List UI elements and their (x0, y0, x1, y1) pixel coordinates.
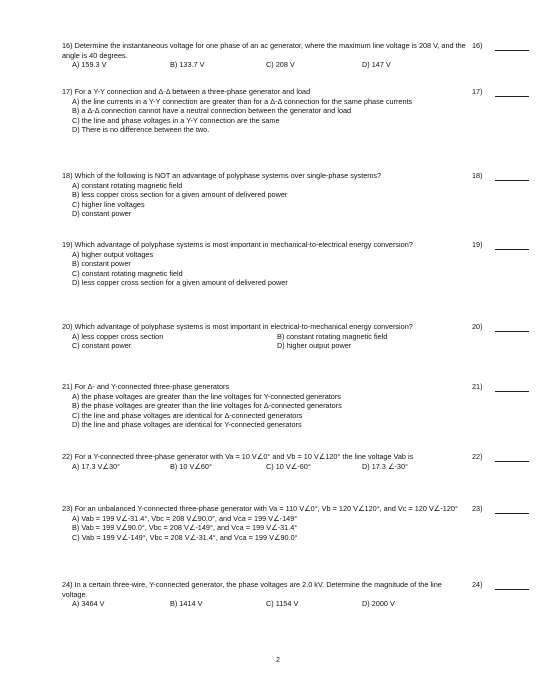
question-23 (62, 504, 467, 542)
option-b[interactable]: B) Vab = 199 V∠90.0°, Vbc = 208 V∠-149°, and Vca = 199 V∠-31.4° (72, 523, 298, 533)
question-20 (62, 322, 467, 351)
options (72, 599, 467, 609)
answer-number: 22) (472, 452, 483, 461)
answer-blank[interactable] (495, 171, 529, 181)
option-c[interactable]: C) 208 V (266, 60, 295, 70)
answer-23 (472, 504, 529, 514)
answer-blank[interactable] (495, 382, 529, 392)
options (72, 332, 467, 351)
question-stem: 20) Which advantage of polyphase systems is most important in electrical-to-mechanical energy conversion? (62, 322, 413, 331)
options (72, 462, 467, 472)
option-a[interactable]: A) less copper cross section (72, 331, 164, 341)
question-stem: 21) For Δ- and Y-connected three-phase generators (62, 382, 230, 391)
answer-blank[interactable] (495, 41, 529, 51)
answer-blank[interactable] (495, 322, 529, 332)
option-c[interactable]: C) the line and phase voltages in a Y-Y connection are the same (72, 115, 280, 125)
question-stem: 16) Determine the instantaneous voltage for one phase of an ac generator, where the maximum line voltage is 208 V, and the angle is 40 degrees. (62, 41, 466, 60)
answer-number: 17) (472, 87, 483, 96)
option-b[interactable]: B) 10 V∠60° (170, 461, 212, 471)
option-c[interactable]: C) the line and phase voltages are identical for Δ-connected generators (72, 410, 303, 420)
answer-number: 20) (472, 322, 483, 331)
question-18 (62, 171, 467, 219)
question-stem: 19) Which advantage of polyphase systems is most important in mechanical-to-electrical energy conversion? (62, 240, 413, 249)
answer-number: 16) (472, 41, 483, 50)
page-number: 2 (276, 657, 280, 664)
question-stem: 18) Which of the following is NOT an advantage of polyphase systems over single-phase systems? (62, 171, 382, 180)
option-d[interactable]: D) 2000 V (362, 599, 395, 609)
question-stem: 22) For a Y-connected three-phase generator with Va = 10 V∠0° and Vb = 10 V∠120° the line voltage Vab is (62, 452, 414, 461)
option-b[interactable]: B) less copper cross section for a given amount of delivered power (72, 190, 288, 200)
option-c[interactable]: C) 1154 V (266, 599, 299, 609)
option-d[interactable]: D) 147 V (362, 60, 391, 70)
question-21 (62, 382, 467, 430)
question-19 (62, 240, 467, 288)
option-c[interactable]: C) constant rotating magnetic field (72, 268, 183, 278)
options (72, 60, 467, 70)
answer-blank[interactable] (495, 452, 529, 462)
answer-22 (472, 452, 529, 462)
answer-blank[interactable] (495, 87, 529, 97)
question-stem: 17) For a Y-Y connection and Δ-Δ between a three-phase generator and load (62, 87, 311, 96)
question-stem: 24) In a certain three-wire, Y-connected generator, the phase voltages are 2.0 kV. Determine the magnitude of the line voltage. (62, 580, 442, 599)
option-d[interactable]: D) constant power (72, 209, 132, 219)
option-a[interactable]: A) constant rotating magnetic field (72, 180, 183, 190)
option-b[interactable]: B) constant power (72, 259, 131, 269)
answer-number: 24) (472, 580, 483, 589)
option-a[interactable]: A) Vab = 199 V∠-31.4°, Vbc = 208 V∠90.0°, and Vca = 199 V∠-149° (72, 513, 298, 523)
option-a[interactable]: A) 17.3 V∠30° (72, 461, 120, 471)
question-17 (62, 87, 467, 135)
option-a[interactable]: A) the line currents in a Y-Y connection are greater than for a Δ-Δ connection for the same phase currents (72, 96, 413, 106)
option-a[interactable]: A) 3464 V (72, 599, 105, 609)
option-d[interactable]: D) less copper cross section for a given amount of delivered power (72, 278, 288, 288)
option-c[interactable]: C) Vab = 199 V∠-149°, Vbc = 208 V∠-31.4°, and Vca = 199 V∠90.0° (72, 532, 298, 542)
answer-number: 19) (472, 240, 483, 249)
answer-number: 21) (472, 382, 483, 391)
option-d[interactable]: D) 17.3 ∠-30° (362, 461, 408, 471)
question-16 (62, 41, 467, 70)
option-b[interactable]: B) 1414 V (170, 599, 203, 609)
answer-20 (472, 322, 529, 332)
answer-19 (472, 240, 529, 250)
option-b[interactable]: B) the phase voltages are greater than the line voltages for Δ-connected generators (72, 401, 342, 411)
answer-blank[interactable] (495, 504, 529, 514)
option-c[interactable]: C) constant power (72, 341, 132, 351)
answer-21 (472, 382, 529, 392)
option-a[interactable]: A) the phase voltages are greater than the line voltages for Y-connected generators (72, 391, 341, 401)
option-c[interactable]: C) higher line voltages (72, 199, 145, 209)
option-b[interactable]: B) 133.7 V (170, 60, 205, 70)
answer-blank[interactable] (495, 580, 529, 590)
answer-17 (472, 87, 529, 97)
answer-24 (472, 580, 529, 590)
option-d[interactable]: D) higher output power (277, 341, 352, 351)
option-d[interactable]: D) the line and phase voltages are identical for Y-connected generators (72, 420, 302, 430)
question-24 (62, 580, 467, 609)
option-a[interactable]: A) higher output voltages (72, 249, 154, 259)
option-b[interactable]: B) a Δ-Δ connection cannot have a neutral connection between the generator and load (72, 106, 352, 116)
question-22 (62, 452, 467, 471)
question-stem: 23) For an unbalanced Y-connected three-phase generator with Va = 110 V∠0°, Vb = 120 V∠120°, and Vc = 120 V∠-120° (62, 504, 458, 513)
answer-number: 23) (472, 504, 483, 513)
option-a[interactable]: A) 159.3 V (72, 60, 107, 70)
answer-16 (472, 41, 529, 51)
answer-blank[interactable] (495, 240, 529, 250)
option-b[interactable]: B) constant rotating magnetic field (277, 331, 388, 341)
option-c[interactable]: C) 10 V∠-60° (266, 461, 311, 471)
option-d[interactable]: D) There is no difference between the two. (72, 125, 210, 135)
answer-number: 18) (472, 171, 483, 180)
answer-18 (472, 171, 529, 181)
